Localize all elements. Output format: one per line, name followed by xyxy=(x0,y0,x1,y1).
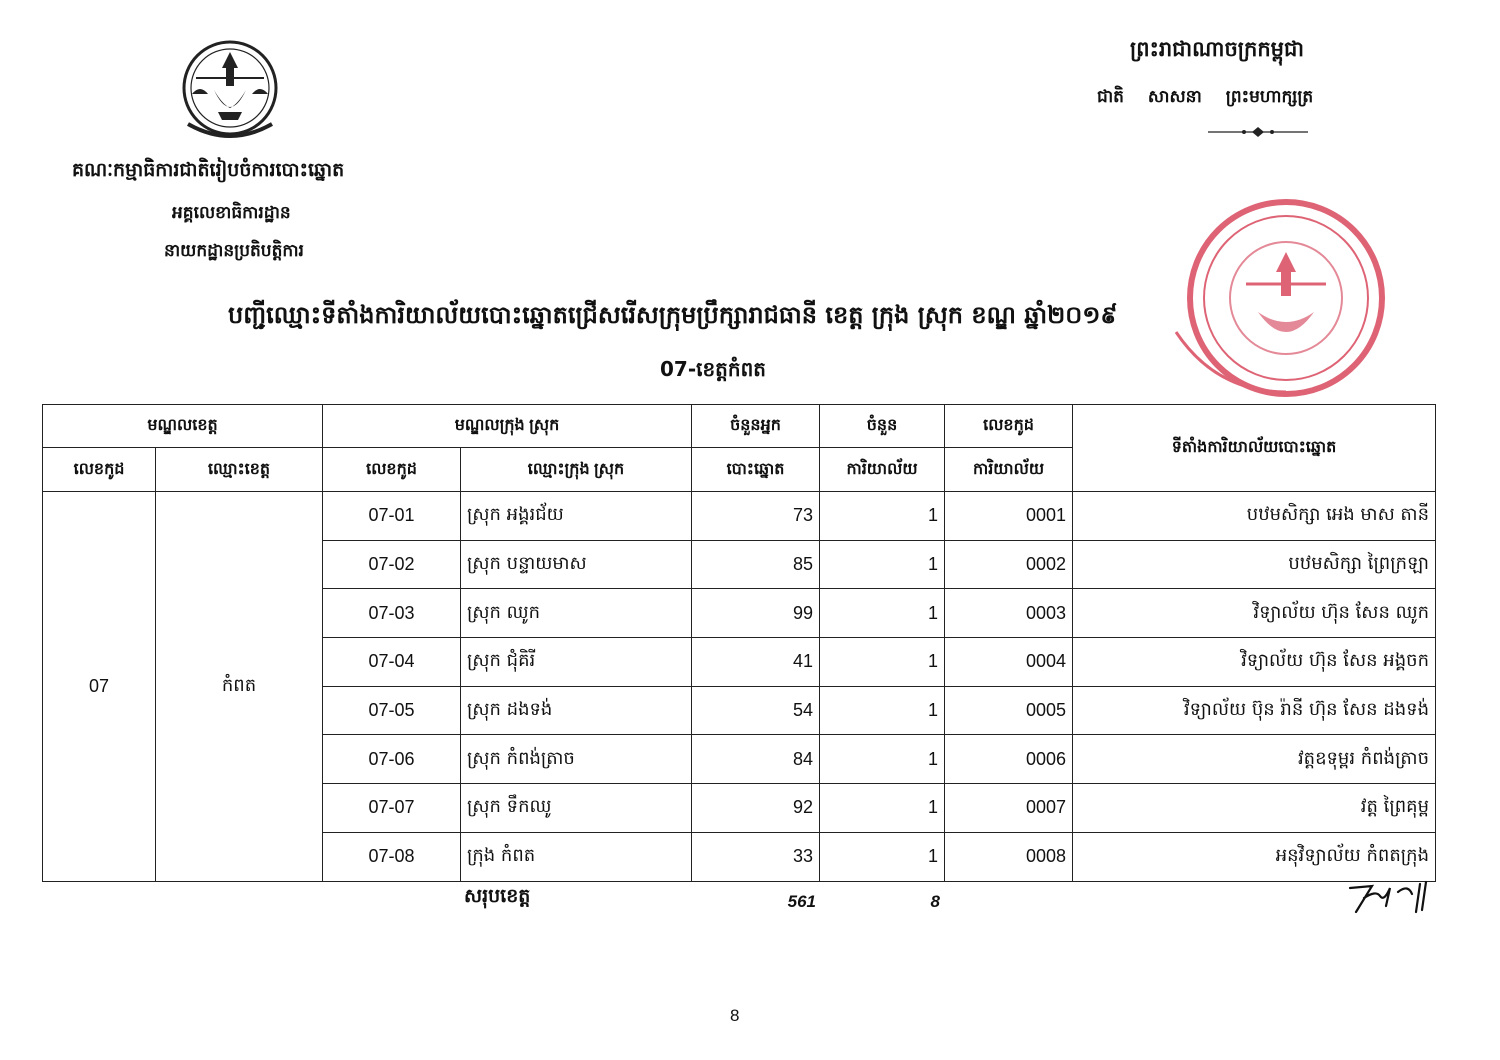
district-name-cell: ស្រុក អង្គរជ័យ xyxy=(461,492,692,541)
document-title: បញ្ជីឈ្មោះទីតាំងការិយាល័យបោះឆ្នោតជ្រើសរើសក្រុមប្រឹក្សារាជធានី ខេត្ត ក្រុង ស្រុក ខណ្ឌ ឆ្នាំ២០១៩ xyxy=(228,301,1118,329)
header-province-code: លេខកូដ xyxy=(43,448,156,492)
header-district-group: មណ្ឌលក្រុង ស្រុក xyxy=(323,405,692,448)
district-code-cell: 07-07 xyxy=(323,784,461,833)
district-name-cell: ក្រុង កំពត xyxy=(461,832,692,881)
header-district-name: ឈ្មោះក្រុង ស្រុក xyxy=(461,448,692,492)
offices-cell: 1 xyxy=(820,540,945,589)
district-code-cell: 07-01 xyxy=(323,492,461,541)
province-name-cell: កំពត xyxy=(156,492,323,882)
offices-cell: 1 xyxy=(820,735,945,784)
district-code-cell: 07-03 xyxy=(323,589,461,638)
location-cell: វិទ្យាល័យ ហ៊ុន សែន ឈូក xyxy=(1073,589,1436,638)
kingdom-title: ព្រះរាជាណាចក្រកម្ពុជា xyxy=(1130,37,1305,61)
total-voters: 561 xyxy=(787,892,816,911)
office-code-cell: 0003 xyxy=(945,589,1073,638)
district-code-cell: 07-02 xyxy=(323,540,461,589)
office-code-cell: 0004 xyxy=(945,638,1073,687)
national-motto: ជាតិ សាសនា ព្រះមហាក្សត្រ xyxy=(1097,87,1314,107)
header-offices-line1: ចំនួន xyxy=(820,405,945,448)
district-name-cell: ស្រុក ឈូក xyxy=(461,589,692,638)
header-district-code: លេខកូដ xyxy=(323,448,461,492)
header-offices-line2: ការិយាល័យ xyxy=(820,448,945,492)
province-code-cell: 07 xyxy=(43,492,156,882)
district-name-cell: ស្រុក កំពង់ត្រាច xyxy=(461,735,692,784)
voters-cell: 73 xyxy=(692,492,820,541)
operations-department: នាយកដ្ឋានប្រតិបត្តិការ xyxy=(164,241,304,261)
voters-cell: 84 xyxy=(692,735,820,784)
office-code-cell: 0001 xyxy=(945,492,1073,541)
header-voters-line1: ចំនួនអ្នក xyxy=(692,405,820,448)
header-location: ទីតាំងការិយាល័យបោះឆ្នោត xyxy=(1073,405,1436,492)
header-voters-line2: បោះឆ្នោត xyxy=(692,448,820,492)
voters-cell: 99 xyxy=(692,589,820,638)
location-cell: វិទ្យាល័យ ប៊ុន រ៉ានី ហ៊ុន សែន ដងទង់ xyxy=(1073,686,1436,735)
handwritten-signature-icon xyxy=(1346,878,1432,916)
location-cell: បឋមសិក្សា ព្រៃក្រឡា xyxy=(1073,540,1436,589)
office-code-cell: 0006 xyxy=(945,735,1073,784)
offices-cell: 1 xyxy=(820,638,945,687)
voters-cell: 85 xyxy=(692,540,820,589)
district-code-cell: 07-06 xyxy=(323,735,461,784)
table-row xyxy=(43,492,1436,541)
district-code-cell: 07-05 xyxy=(323,686,461,735)
district-code-cell: 07-08 xyxy=(323,832,461,881)
document-subtitle: 07-ខេត្តកំពត xyxy=(660,357,766,381)
offices-cell: 1 xyxy=(820,832,945,881)
page-number: 8 xyxy=(730,1006,740,1025)
district-name-cell: ស្រុក ជុំគិរី xyxy=(461,638,692,687)
header-office-code-line1: លេខកូដ xyxy=(945,405,1073,448)
offices-cell: 1 xyxy=(820,784,945,833)
voters-cell: 33 xyxy=(692,832,820,881)
location-cell: វត្តឧទុម្ពរ កំពង់ត្រាច xyxy=(1073,735,1436,784)
voters-cell: 41 xyxy=(692,638,820,687)
office-code-cell: 0005 xyxy=(945,686,1073,735)
district-name-cell: ស្រុក ដងទង់ xyxy=(461,686,692,735)
polling-stations-table xyxy=(42,404,1436,882)
office-code-cell: 0008 xyxy=(945,832,1073,881)
organization-name: គណៈកម្មាធិការជាតិរៀបចំការបោះឆ្នោត xyxy=(72,159,345,181)
district-name-cell: ស្រុក បន្ទាយមាស xyxy=(461,540,692,589)
office-code-cell: 0002 xyxy=(945,540,1073,589)
general-secretariat: អគ្គលេខាធិការដ្ឋាន xyxy=(172,203,291,223)
district-code-cell: 07-04 xyxy=(323,638,461,687)
nec-emblem-icon xyxy=(178,38,282,150)
province-total-label: សរុបខេត្ត xyxy=(464,885,531,907)
offices-cell: 1 xyxy=(820,686,945,735)
office-code-cell: 0007 xyxy=(945,784,1073,833)
ornament-divider-icon xyxy=(1208,126,1308,138)
red-official-stamp-icon xyxy=(1146,192,1386,404)
location-cell: វត្ត ព្រៃគុម្ព xyxy=(1073,784,1436,833)
header-province-name: ឈ្មោះខេត្ត xyxy=(156,448,323,492)
total-offices: 8 xyxy=(930,892,940,911)
district-name-cell: ស្រុក ទឹកឈូ xyxy=(461,784,692,833)
voters-cell: 54 xyxy=(692,686,820,735)
header-office-code-line2: ការិយាល័យ xyxy=(945,448,1073,492)
location-cell: បឋមសិក្សា អេង មាស តានី xyxy=(1073,492,1436,541)
offices-cell: 1 xyxy=(820,589,945,638)
header-province-group: មណ្ឌលខេត្ត xyxy=(43,405,323,448)
offices-cell: 1 xyxy=(820,492,945,541)
voters-cell: 92 xyxy=(692,784,820,833)
location-cell: អនុវិទ្យាល័យ កំពតក្រុង xyxy=(1073,832,1436,881)
location-cell: វិទ្យាល័យ ហ៊ុន សែន អង្គចក xyxy=(1073,638,1436,687)
